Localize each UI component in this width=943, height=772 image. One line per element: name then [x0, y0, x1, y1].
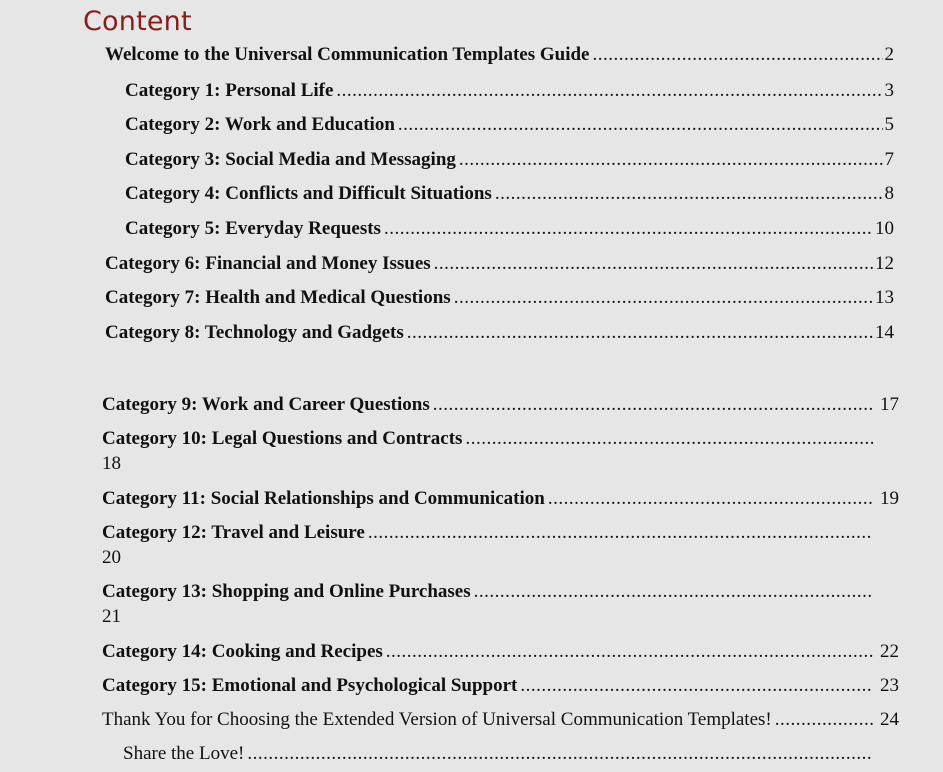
toc-entry-label: Category 7: Health and Medical Questions [105, 287, 451, 308]
toc-entry[interactable] [102, 709, 899, 731]
toc-page-number: 22 [880, 641, 899, 662]
toc-leader [398, 114, 883, 136]
toc-leader [474, 581, 873, 603]
toc-entry-label: Category 14: Cooking and Recipes [102, 641, 383, 662]
toc-page-number: 18 [102, 453, 121, 474]
toc-leader [775, 709, 873, 731]
toc-entry[interactable] [102, 428, 875, 450]
toc-leader [384, 218, 873, 240]
toc-leader [434, 253, 873, 275]
toc-entry-label: Share the Love! [123, 743, 245, 764]
toc-leader [592, 44, 882, 66]
toc-entry-label: Category 10: Legal Questions and Contracts [102, 428, 463, 449]
toc-page-number: 24 [880, 709, 899, 730]
toc-leader [386, 641, 873, 663]
toc-page-number: 2 [884, 44, 894, 65]
toc-entry-label: Category 9: Work and Career Questions [102, 394, 430, 415]
toc-leader [548, 488, 873, 510]
toc-entry-label: Thank You for Choosing the Extended Version of Universal Communication Templates! [102, 709, 772, 730]
toc-page-number: 13 [875, 287, 894, 308]
toc-entry[interactable] [105, 44, 894, 66]
toc-heading: Content [83, 6, 192, 37]
toc-page-number: 3 [884, 80, 894, 101]
toc-entry[interactable] [125, 114, 894, 136]
toc-leader [465, 428, 873, 450]
toc-leader [407, 322, 873, 344]
toc-page-number: 14 [875, 322, 894, 343]
toc-page-number: 20 [102, 547, 121, 568]
toc-entry[interactable] [125, 149, 894, 171]
toc-leader [454, 287, 873, 309]
toc-page-number: 5 [884, 114, 894, 135]
toc-page-number: 12 [875, 253, 894, 274]
toc-leader [368, 522, 873, 544]
toc-entry-label: Welcome to the Universal Communication Templates Guide [105, 44, 590, 65]
toc-entry[interactable] [102, 522, 875, 544]
toc-page-number: 21 [102, 606, 121, 627]
toc-entry[interactable] [102, 675, 899, 697]
toc-entry[interactable] [102, 394, 899, 416]
toc-entry-label: Category 11: Social Relationships and Communication [102, 488, 545, 509]
toc-leader [336, 80, 882, 102]
toc-page-number: 17 [880, 394, 899, 415]
toc-entry-label: Category 15: Emotional and Psychological Support [102, 675, 518, 696]
toc-entry-label: Category 12: Travel and Leisure [102, 522, 365, 543]
toc-entry-label: Category 4: Conflicts and Difficult Situations [125, 183, 492, 204]
toc-entry[interactable] [105, 322, 894, 344]
toc-leader [459, 149, 883, 171]
toc-page-number: 19 [880, 488, 899, 509]
toc-entry-label: Category 6: Financial and Money Issues [105, 253, 431, 274]
toc-entry[interactable] [102, 581, 875, 603]
toc-entry[interactable] [105, 287, 894, 309]
toc-leader [520, 675, 873, 697]
toc-entry-label: Category 1: Personal Life [125, 80, 334, 101]
toc-page-number: 7 [884, 149, 894, 170]
toc-page-number: 23 [880, 675, 899, 696]
toc-page-number: 10 [875, 218, 894, 239]
toc-entry[interactable] [102, 641, 899, 663]
toc-page-number: 8 [884, 183, 894, 204]
toc-entry[interactable] [125, 218, 894, 240]
toc-entry[interactable] [123, 743, 875, 765]
toc-entry[interactable] [125, 183, 894, 205]
toc-entry-label: Category 2: Work and Education [125, 114, 395, 135]
toc-entry-label: Category 5: Everyday Requests [125, 218, 381, 239]
toc-entry-label: Category 13: Shopping and Online Purchases [102, 581, 471, 602]
toc-leader [495, 183, 883, 205]
toc-leader [433, 394, 873, 416]
toc-entry-label: Category 8: Technology and Gadgets [105, 322, 404, 343]
toc-entry[interactable] [102, 488, 899, 510]
toc-leader [247, 743, 873, 765]
toc-entry-label: Category 3: Social Media and Messaging [125, 149, 456, 170]
toc-entry[interactable] [125, 80, 894, 102]
toc-entry[interactable] [105, 253, 894, 275]
